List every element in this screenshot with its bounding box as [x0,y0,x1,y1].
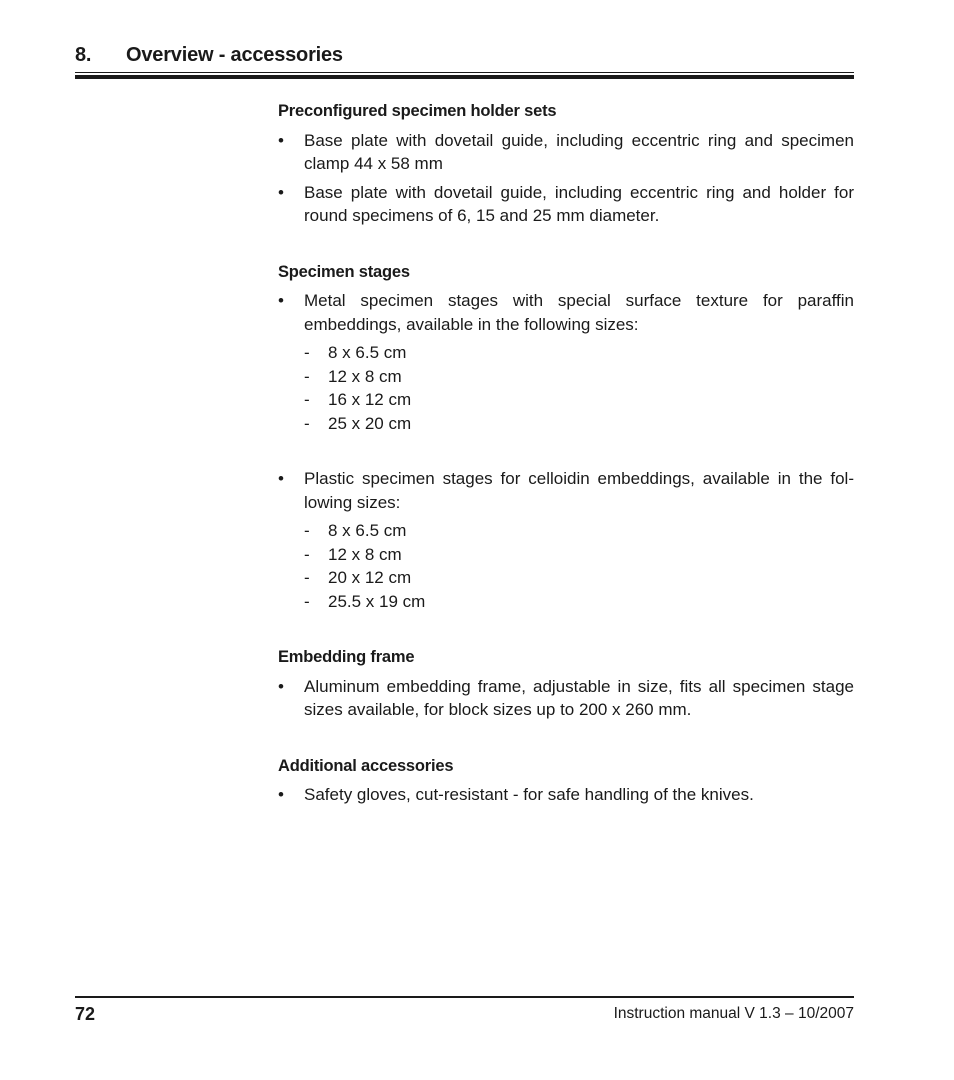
list-item [278,129,854,176]
dash-icon: - [304,343,310,362]
section-stages [278,261,854,614]
list-item-text: Aluminum embedding frame, adjustable in size, fits all specimen stage sizes available, for block sizes up to 200 x 260 mm. [304,676,854,719]
bullet-icon: • [278,469,284,488]
size-item [304,543,854,567]
chapter-number: 8. [75,44,92,66]
list-item-text: Plastic specimen stages for celloidin embeddings, available in the fol-lowing sizes: [304,469,854,512]
size-item [304,590,854,614]
bullet-icon: • [278,182,284,202]
size-text: 25 x 20 cm [328,413,412,433]
dash-icon: - [304,521,310,540]
page-number: 72 [75,1004,96,1024]
size-text: 8 x 6.5 cm [328,521,407,540]
size-item [304,341,854,365]
list-item [278,467,854,613]
size-item [304,365,854,389]
dash-icon: - [304,413,310,433]
manual-version: Instruction manual V 1.3 – 10/2007 [613,1005,854,1022]
dash-icon: - [304,591,310,611]
list-item [278,783,854,807]
list-item-text: Metal specimen stages with special surface texture for paraffin embeddings, available in the following sizes: [304,291,854,334]
header-rule-thick [75,75,854,79]
size-item [304,519,854,543]
section-title: Embedding frame [278,648,415,666]
bullet-list [278,783,854,807]
size-text: 12 x 8 cm [328,366,402,386]
list-item-text: Safety gloves, cut-resistant - for safe handling of the knives. [304,785,754,804]
section-title: Specimen stages [278,262,410,281]
bullet-icon: • [278,785,284,804]
size-text: 12 x 8 cm [328,544,402,564]
size-text: 16 x 12 cm [328,390,412,409]
dash-icon: - [304,390,310,409]
bullet-icon: • [278,291,284,310]
size-item [304,566,854,590]
size-text: 20 x 12 cm [328,568,412,587]
section-title: Additional accessories [278,756,454,775]
footer-rule [75,996,854,998]
section-additional [278,755,854,807]
header-rule-thin [75,72,854,73]
section-title: Preconfigured specimen holder sets [278,102,557,120]
bullet-icon: • [278,130,284,150]
chapter-header [75,44,854,67]
dash-icon: - [304,366,310,386]
size-item [304,412,854,436]
dash-icon: - [304,568,310,587]
list-item [278,181,854,228]
dash-icon: - [304,544,310,564]
page-content [278,100,854,840]
size-list [304,519,854,613]
size-text: 8 x 6.5 cm [328,343,407,362]
section-frame [278,646,854,722]
list-item [278,675,854,722]
list-item [278,289,854,435]
bullet-list [278,289,854,613]
size-item [304,388,854,412]
bullet-icon: • [278,676,284,696]
section-preconfigured [278,100,854,228]
size-text: 25.5 x 19 cm [328,591,426,611]
spacer [278,440,854,462]
size-list [304,341,854,435]
chapter-title: Overview - accessories [126,44,343,66]
list-item-text: Base plate with dovetail guide, including eccentric ring and specimen clamp 44 x 58 mm [304,130,854,173]
bullet-list [278,129,854,228]
list-item-text: Base plate with dovetail guide, including eccentric ring and holder for round specimens of 6, 15 and 25 mm diameter. [304,182,854,225]
bullet-list [278,675,854,722]
